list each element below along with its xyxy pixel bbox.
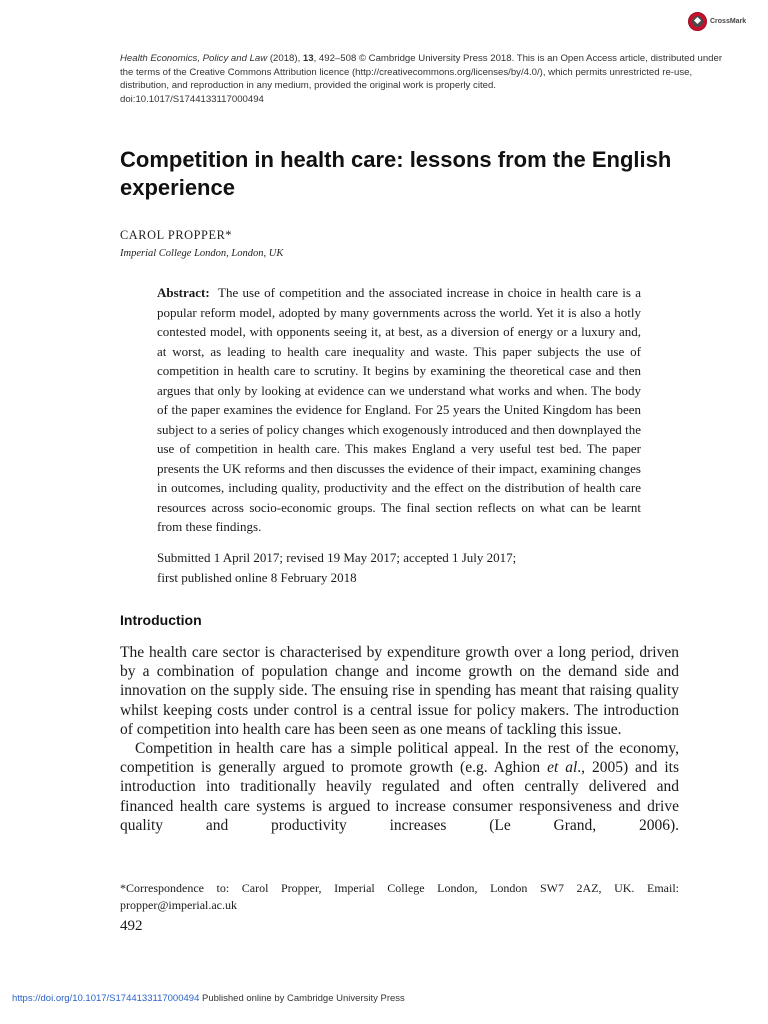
crossmark-icon <box>688 12 707 31</box>
crossmark-badge[interactable] <box>688 12 746 31</box>
crossmark-label: CrossMark <box>710 18 747 25</box>
section-heading-introduction: Introduction <box>120 612 202 628</box>
journal-header <box>120 52 723 106</box>
body-paragraph-part: Competition in health care has a simple political appeal. In the rest of the economy, competition is generally argued to promote growth (e.g. Aghion <box>120 740 679 777</box>
header-license-line: the terms of the Creative Commons Attribution licence (http://creativecommons.org/licenses/by/4.0/), which permits unrestricted re-use, <box>120 66 693 78</box>
correspondence-footnote: *Correspondence to: Carol Propper, Imperial College London, London SW7 2AZ, UK. Email: propper@imperial.ac.uk <box>120 881 679 912</box>
publisher-footer <box>12 993 405 1004</box>
published-online-text: Published online by Cambridge University Press <box>199 993 405 1004</box>
body-paragraph <box>120 739 679 835</box>
citation-et-al: et al <box>547 759 578 777</box>
doi-link[interactable]: https://doi.org/10.1017/S1744133117000494 <box>12 993 200 1004</box>
header-citation-line <box>120 52 723 66</box>
submission-dates <box>157 548 641 587</box>
body-paragraph-part: ., 2005) and its introduction into traditionally heavily regulated and often centrally delivered and financed health care systems is argued to increase consumer responsiveness and drive quality and productivity increases (Le Grand, 2006). <box>120 759 679 834</box>
abstract-paragraph <box>157 283 641 537</box>
header-license-line: distribution, and reproduction in any medium, provided the original work is properly cited. <box>120 80 496 91</box>
abstract-text: The use of competition and the associated increase in choice in health care is a popular reform model, adopted by many governments across the world. Yet it is also a hotly contested model, with opponents seeing it, at best, as a diversion of energy or a luxury and, at worst, as leading to health care inequality and waste. This paper subjects the use of competition in health care to scrutiny. It begins by examining the theoretical case and then argues that only by looking at evidence can we understand what works and when. The body of the paper examines the evidence for England. For 25 years the United Kingdom has been subject to a series of policy changes which exogenously introduced and then downplayed the use of competition in health care. This makes England a very useful test bed. The paper presents the UK reforms and then discusses the evidence of their impact, examining changes in outcomes, including quality, productivity and the effect on the distribution of health care resources across socio-economic groups. The final section reflects on what can be learnt from these findings. <box>157 285 641 534</box>
introduction-body <box>120 643 679 835</box>
journal-pages-license: , 492–508 © Cambridge University Press 2018. This is an Open Access article, distributed under <box>313 53 723 64</box>
publication-date-line: first published online 8 February 2018 <box>157 569 357 585</box>
body-paragraph: The health care sector is characterised by expenditure growth over a long period, driven by a combination of population change and income growth on the demand side and innovation on the supply side. The ensuing rise in spending has meant that raising quality whilst keeping costs under control is a central issue for policy makers. The introduction of competition into health care has been seen as one means of tackling this issue. <box>120 644 679 738</box>
journal-year: (2018), <box>267 53 303 64</box>
submission-dates-line: Submitted 1 April 2017; revised 19 May 2017; accepted 1 July 2017; <box>157 550 517 565</box>
article-title: Competition in health care: lessons from the English experience <box>120 147 672 200</box>
journal-name: Health Economics, Policy and Law <box>120 53 268 64</box>
header-doi: doi:10.1017/S1744133117000494 <box>120 93 264 105</box>
journal-volume: 13 <box>302 53 314 64</box>
abstract-label: Abstract: <box>157 285 210 300</box>
abstract <box>157 283 641 537</box>
page-number: 492 <box>120 918 143 934</box>
author-affiliation: Imperial College London, London, UK <box>120 248 284 259</box>
article-author: CAROL PROPPER* <box>120 228 233 242</box>
